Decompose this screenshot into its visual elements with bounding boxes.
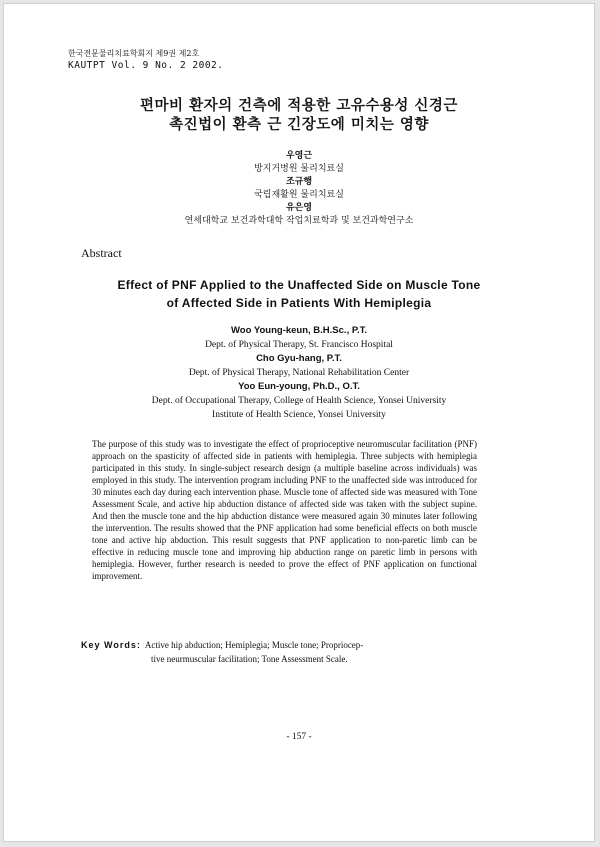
english-authors bbox=[4, 324, 594, 422]
keywords-line-1: Active hip abduction; Hemiplegia; Muscle tone; Propriocep- bbox=[144, 640, 364, 650]
korean-author-name: 유은영 bbox=[285, 203, 313, 213]
document-page bbox=[3, 3, 595, 842]
keywords bbox=[81, 638, 479, 666]
page-number: - 157 - bbox=[286, 732, 312, 742]
keywords-label: Key Words: bbox=[81, 640, 141, 650]
journal-volume-line: KAUTPT Vol. 9 No. 2 2002. bbox=[68, 60, 224, 71]
english-author-name: Woo Young-keun, B.H.Sc., P.T. bbox=[230, 325, 367, 336]
english-author-name: Cho Gyu-hang, P.T. bbox=[256, 353, 342, 364]
english-author-affiliation: Dept. of Physical Therapy, St. Francisco Hospital bbox=[205, 340, 393, 350]
korean-title-line-2: 촉진법이 환측 근 긴장도에 미치는 영향 bbox=[169, 117, 429, 133]
korean-author-name: 조규행 bbox=[285, 177, 313, 187]
journal-korean-name: 한국전문물리치료학회지 제9권 제2호 bbox=[68, 49, 200, 58]
english-author-name: Yoo Eun-young, Ph.D., O.T. bbox=[238, 381, 360, 392]
korean-author-affiliation: 연세대학교 보건과학대학 작업치료학과 및 보건과학연구소 bbox=[184, 216, 414, 226]
english-author-affiliation: Dept. of Occupational Therapy, College of Health Science, Yonsei University bbox=[151, 396, 447, 406]
english-title-line-2: of Affected Side in Patients With Hemiplegia bbox=[166, 296, 432, 310]
english-title-line-1: Effect of PNF Applied to the Unaffected Side on Muscle Tone bbox=[117, 278, 481, 292]
korean-author-affiliation: 방지거병원 물리치료실 bbox=[254, 164, 344, 174]
korean-author-name: 우영근 bbox=[285, 151, 313, 161]
english-title bbox=[4, 276, 594, 312]
korean-title-line-1: 편마비 환자의 건측에 적용한 고유수용성 신경근 bbox=[140, 98, 458, 114]
english-author-affiliation: Dept. of Physical Therapy, National Rehabilitation Center bbox=[188, 368, 410, 378]
abstract-heading: Abstract bbox=[81, 246, 122, 260]
korean-title bbox=[4, 97, 594, 135]
journal-header bbox=[68, 48, 224, 72]
korean-authors bbox=[4, 150, 594, 228]
english-author-affiliation: Institute of Health Science, Yonsei University bbox=[212, 410, 386, 420]
abstract-body: The purpose of this study was to investigate the effect of proprioceptive neuromuscular facilitation (PNF) approach on the spasticity of affected side in patients with hemiplegia. Three subjects with hemiplegia participated in this study. In single-subject research design (a multiple baseline across individuals) was employed in this study. The intervention program including PNF to the unaffected side was introduced for 30 minutes each day during each intervention phase. Muscle tone of affected side was measured with Tone Assessment Scale, and active hip abduction distance of affected side was taken with the subject supine. And then the muscle tone and the hip abduction distance were measured again 30 minutes later following the intervention. The results showed that the PNF application had some beneficial effects on both muscle tone and active hip abduction. This result suggests that PNF application to non-paretic limb can be effective in reducing muscle tone and improving hip abduction range on paretic limb in persons with hemiplegia. However, further research is needed to prove the effect of PNF application on functional improvement. bbox=[92, 439, 477, 581]
keywords-line-2: tive neurmuscular facilitation; Tone Assessment Scale. bbox=[151, 654, 348, 664]
korean-author-affiliation: 국립재활원 물리치료실 bbox=[254, 190, 344, 200]
